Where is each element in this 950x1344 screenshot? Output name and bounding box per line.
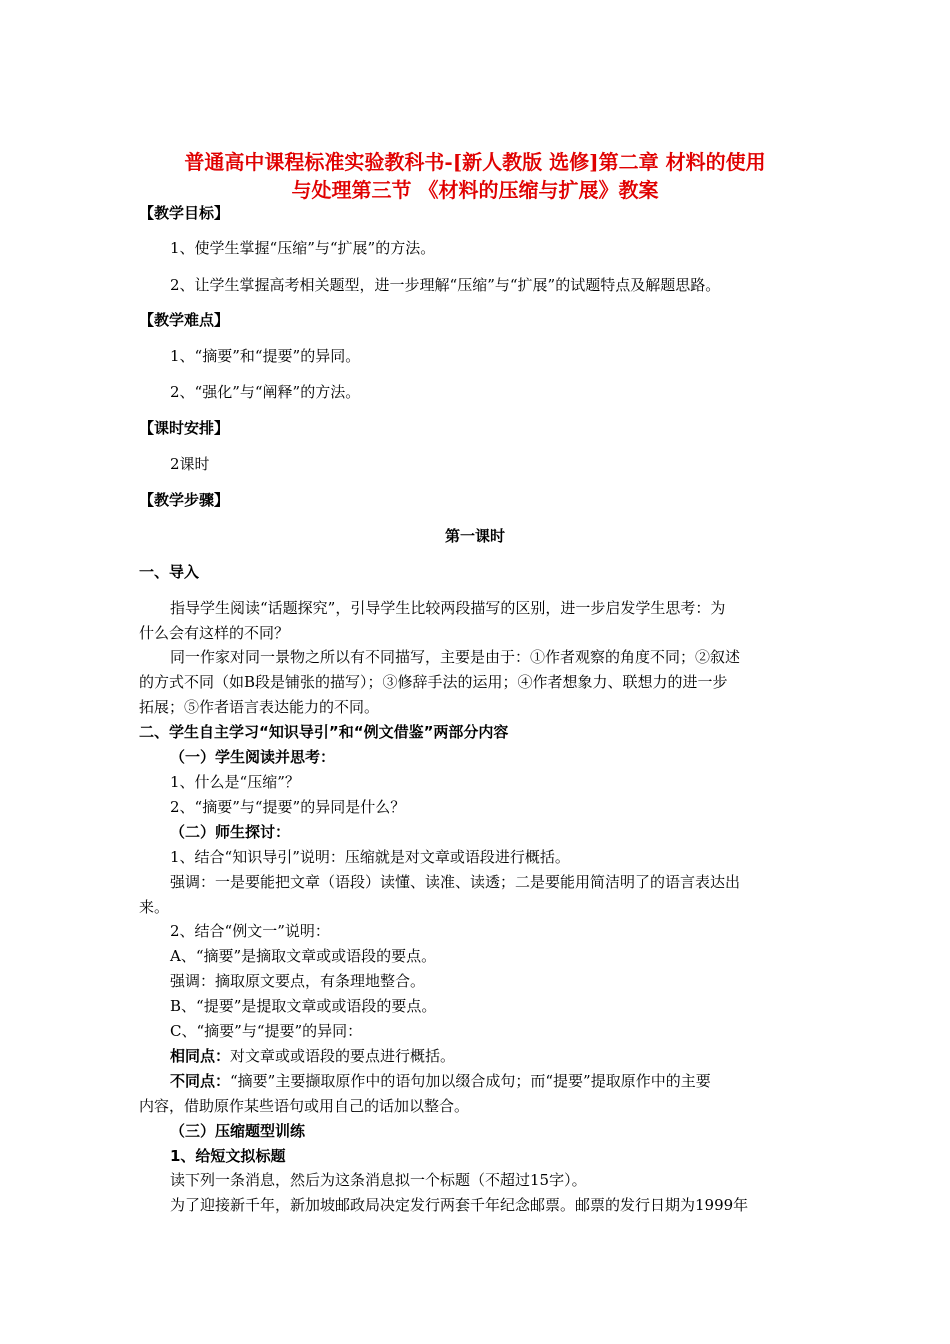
self-study-subheading-2: （二）师生探讨： <box>170 823 291 841</box>
discussion-emphasis-line-2: 来。 <box>139 898 170 916</box>
steps-heading: 【教学步骤】 <box>139 491 230 509</box>
document-title-line-1: 普通高中课程标准实验教科书-[新人教版 选修]第二章 材料的使用 <box>184 150 766 174</box>
objective-item-1: 1、使学生掌握“压缩”与“扩展”的方法。 <box>170 239 436 257</box>
discussion-emphasis-line-1: 强调：一是要能把文章（语段）读懂、读准、读透；二是要能用简洁明了的语言表达出 <box>170 873 741 891</box>
discussion-line-6: B、“提要”是提取文章或或语段的要点。 <box>170 997 437 1015</box>
objective-item-2: 2、让学生掌握高考相关题型，进一步理解“压缩”与“扩展”的试题特点及解题思路。 <box>170 276 721 294</box>
discussion-line-1: 1、结合“知识导引”说明：压缩就是对文章或语段进行概括。 <box>170 848 570 866</box>
difficulties-heading: 【教学难点】 <box>139 311 230 329</box>
question-1: 1、什么是“压缩”？ <box>170 773 300 791</box>
discussion-line-3: 2、结合“例文一”说明： <box>170 922 330 940</box>
task-1-heading: 1、给短文拟标题 <box>170 1147 286 1165</box>
question-2: 2、“摘要”与“提要”的异同是什么？ <box>170 798 406 816</box>
same-points-label: 相同点： <box>170 1047 231 1065</box>
objectives-heading: 【教学目标】 <box>139 204 230 222</box>
document-title-line-2: 与处理第三节 《材料的压缩与扩展》教案 <box>291 178 659 202</box>
intro-paragraph-2-line-2: 的方式不同（如B段是铺张的描写）；③修辞手法的运用；④作者想象力、联想力的进一步 <box>139 673 728 691</box>
different-points-label: 不同点： <box>170 1072 231 1090</box>
intro-paragraph-2-line-1: 同一作家对同一景物之所以有不同描写，主要是由于：①作者观察的角度不同；②叙述 <box>170 648 741 666</box>
self-study-subheading-3: （三）压缩题型训练 <box>170 1122 306 1140</box>
difficulty-item-2: 2、“强化”与“阐释”的方法。 <box>170 383 361 401</box>
same-points-text: 对文章或或语段的要点进行概括。 <box>230 1047 456 1065</box>
intro-paragraph-1-line-2: 什么会有这样的不同？ <box>139 624 290 642</box>
schedule-text: 2课时 <box>170 455 210 473</box>
self-study-subheading-1: （一）学生阅读并思考： <box>170 748 336 766</box>
discussion-line-4: A、“摘要”是摘取文章或或语段的要点。 <box>170 947 437 965</box>
intro-paragraph-2-line-3: 拓展；⑤作者语言表达能力的不同。 <box>139 698 380 716</box>
difficulty-item-1: 1、“摘要”和“提要”的异同。 <box>170 347 361 365</box>
different-points-text-1: “摘要”主要撷取原作中的语句加以缀合成句；而“提要”提取原作中的主要 <box>230 1072 711 1090</box>
discussion-line-5: 强调：摘取原文要点，有条理地整合。 <box>170 972 426 990</box>
different-points-text-2: 内容，借助原作某些语句或用自己的话加以整合。 <box>139 1097 470 1115</box>
task-1-instruction: 读下列一条消息，然后为这条消息拟一个标题（不超过15字）。 <box>170 1171 587 1189</box>
same-points-line <box>170 1046 455 1066</box>
different-points-line <box>170 1071 711 1091</box>
self-study-heading: 二、学生自主学习“知识导引”和“例文借鉴”两部分内容 <box>139 723 509 741</box>
discussion-line-7: C、“摘要”与“提要”的异同： <box>170 1022 363 1040</box>
intro-paragraph-1-line-1: 指导学生阅读“话题探究”，引导学生比较两段描写的区别，进一步启发学生思考：为 <box>170 599 726 617</box>
task-1-passage: 为了迎接新千年，新加坡邮政局决定发行两套千年纪念邮票。邮票的发行日期为1999年 <box>170 1196 749 1214</box>
schedule-heading: 【课时安排】 <box>139 419 230 437</box>
intro-heading: 一、导入 <box>139 563 200 581</box>
lesson-title: 第一课时 <box>444 527 505 545</box>
